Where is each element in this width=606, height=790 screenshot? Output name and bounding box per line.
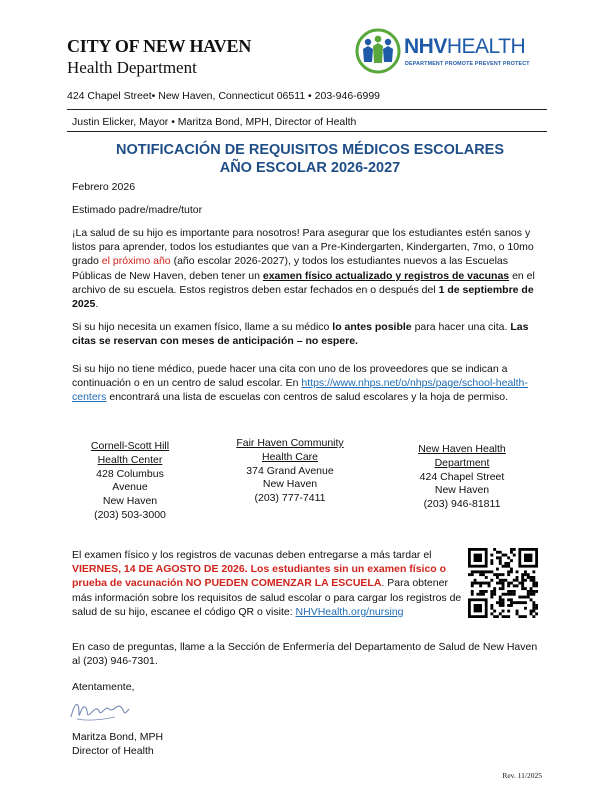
providers-paragraph [72,362,542,405]
deadline-text-b: . Para obtener más información sobre los requisitos de salud escolar o para cargar los registros de salud de su hijo, escanee el código QR o visite: [72,577,462,618]
nhv-health-logo [354,28,544,74]
appt-text-b: para hacer una cita. [411,321,511,333]
deadline-warning: VIERNES, 14 DE AGOSTO DE 2026. Los estudiantes sin un examen físico o prueba de vacunación NO PUEDEN COMENZAR LA ESCUELA [72,563,447,590]
provider-address: 428 Columbus [96,467,164,480]
prov-text-a: Si su hijo no tiene médico, puede hacer una cita con uno de los proveedores que se indican a continuación o en un centro de salud escolar. En [72,363,508,390]
logo-wordmark-bold: NHV [404,35,447,58]
questions-paragraph: En caso de preguntas, llame a la Sección de Enfermería del Departamento de Salud de New Haven al (203) 946-7301. [72,641,538,668]
next-year-highlight: el próximo año [101,255,171,268]
closing: Atentamente, [72,681,135,693]
provider-name: Cornell-Scott Hill [90,440,170,452]
provider-address: 424 Chapel Street [419,470,505,483]
provider-phone: (203) 946-81811 [423,498,501,511]
department-name: Health Department [67,58,197,77]
provider-name: Health Center [97,453,163,466]
deadline-text-a: El examen físico y los registros de vacunas deben entregarse a más tardar el [72,549,432,561]
appt-text-a: Si su hijo necesita un examen físico, llame a su médico [72,321,333,333]
department-address: 424 Chapel Street• New Haven, Connecticut 06511 • 203-946-6999 [67,90,381,102]
req-text-b: (año escolar 2026-2027), y todos los estudiantes nuevos a las Escuelas Públicas de New Haven, deben tener un [72,255,509,282]
appointment-paragraph [72,320,542,348]
exam-vaccine-highlight: examen físico actualizado y registros de vacunas [262,269,510,282]
logo-tagline: DEPARTMENT PROMOTE PREVENT PROTECT [405,61,530,67]
record-date-highlight: 1 de septiembre de 2025 [72,283,534,311]
header-divider-bottom [67,131,547,132]
logo-wordmark-light: HEALTH [446,35,526,58]
asap-highlight: lo antes posible [332,321,412,333]
book-early-warning: Las citas se reservan con meses de anticipación – no espere. [72,321,529,348]
provider-city: New Haven [434,484,490,497]
greeting: Estimado padre/madre/tutor [72,204,203,216]
revision-note: Rev. 11/2025 [502,771,542,780]
provider-name: New Haven Health [418,443,506,455]
school-health-centers-link[interactable]: https://www.nhps.net/o/nhps/page/school-health-centers [72,377,528,404]
qr-code[interactable] [468,548,538,618]
notice-title: NOTIFICACIÓN DE REQUISITOS MÉDICOS ESCOLARES [115,142,505,158]
people-group-icon [354,28,402,74]
requirements-paragraph [72,226,542,311]
req-text-c: en el archivo de su escuela. Estos registros deben estar fechados en o después del [72,269,535,296]
deadline-paragraph [72,548,464,619]
provider-fair-haven [215,437,365,506]
provider-nhv-health-dept [392,443,532,512]
req-text-a: ¡La salud de su hijo es importante para nosotros! Para asegurar que los estudiantes estén sanos y listos para aprender, todos los estudiantes que van a Pre-Kindergarten, Kindergarten, 7mo, o 10mo grado [72,227,534,268]
provider-name: Fair Haven Community [236,437,344,449]
req-text-d: . [95,298,99,311]
provider-city: New Haven [102,495,158,508]
header-divider-top [67,109,547,110]
nursing-link[interactable]: NHVHealth.org/nursing [295,605,404,618]
signature-image [67,695,137,727]
provider-phone: (203) 503-3000 [94,508,166,521]
prov-text-b: encontrará una lista de escuelas con centros de salud escolares y la hoja de permiso. [106,391,509,404]
provider-name: Department [434,456,490,469]
signer-role: Director of Health [72,745,154,757]
letter-date: Febrero 2026 [72,181,136,193]
provider-name: Health Care [261,450,319,463]
provider-address: Avenue [112,481,148,494]
provider-city: New Haven [262,478,318,491]
signer-name: Maritza Bond, MPH [72,731,164,743]
school-year-title: AÑO ESCOLAR 2026-2027 [219,160,401,176]
officials-line: Justin Elicker, Mayor • Maritza Bond, MPH, Director of Health [72,116,357,128]
provider-phone: (203) 777-7411 [254,492,326,505]
provider-cornell-scott [60,440,200,523]
logo-wordmark [404,35,525,59]
provider-address: 374 Grand Avenue [246,464,334,477]
city-name: CITY OF NEW HAVEN [67,36,252,56]
